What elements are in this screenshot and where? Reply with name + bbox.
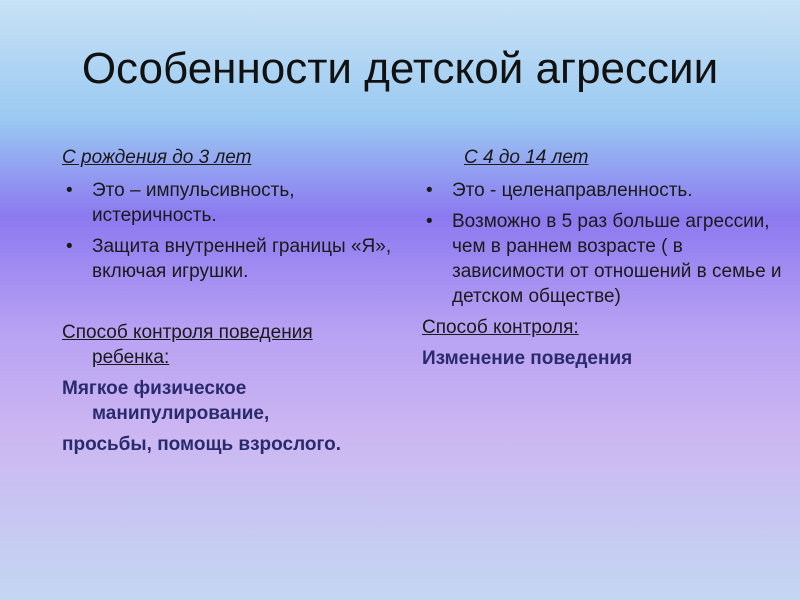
list-item-text: Это - целенаправленность.	[452, 180, 693, 201]
list-item	[62, 234, 392, 284]
right-bullet-list	[422, 178, 782, 309]
left-column-header: С рождения до 3 лет	[62, 147, 252, 168]
list-item-text: Защита внутренней границы «Я», включая игрушки.	[92, 236, 392, 282]
right-control-method-label: Способ контроля:	[422, 317, 579, 338]
list-item-text: Это – импульсивность, истеричность.	[92, 180, 295, 226]
right-control-method-value: Изменение поведения	[422, 348, 633, 369]
list-item	[422, 209, 782, 309]
list-item-text: Возможно в 5 раз больше агрессии, чем в раннем возрасте ( в зависимости от отношений в семье и детском обществе)	[452, 211, 782, 307]
right-column	[422, 145, 782, 371]
right-column-header: С 4 до 14 лет	[464, 147, 589, 168]
bullet-icon: •	[426, 180, 433, 201]
left-column	[62, 145, 392, 457]
list-item	[62, 178, 392, 228]
bullet-icon: •	[426, 211, 433, 232]
slide-title: Особенности детской агрессии	[81, 44, 719, 93]
left-control-method-label: Способ контроля поведения ребенка:	[62, 322, 313, 368]
list-item	[422, 178, 782, 203]
bullet-icon: •	[66, 180, 73, 201]
left-bullet-list	[62, 178, 392, 284]
left-control-method-value: Мягкое физическое манипулирование,	[62, 378, 270, 424]
bullet-icon: •	[66, 236, 73, 257]
left-control-method-value-continued: просьбы, помощь взрослого.	[62, 434, 342, 455]
